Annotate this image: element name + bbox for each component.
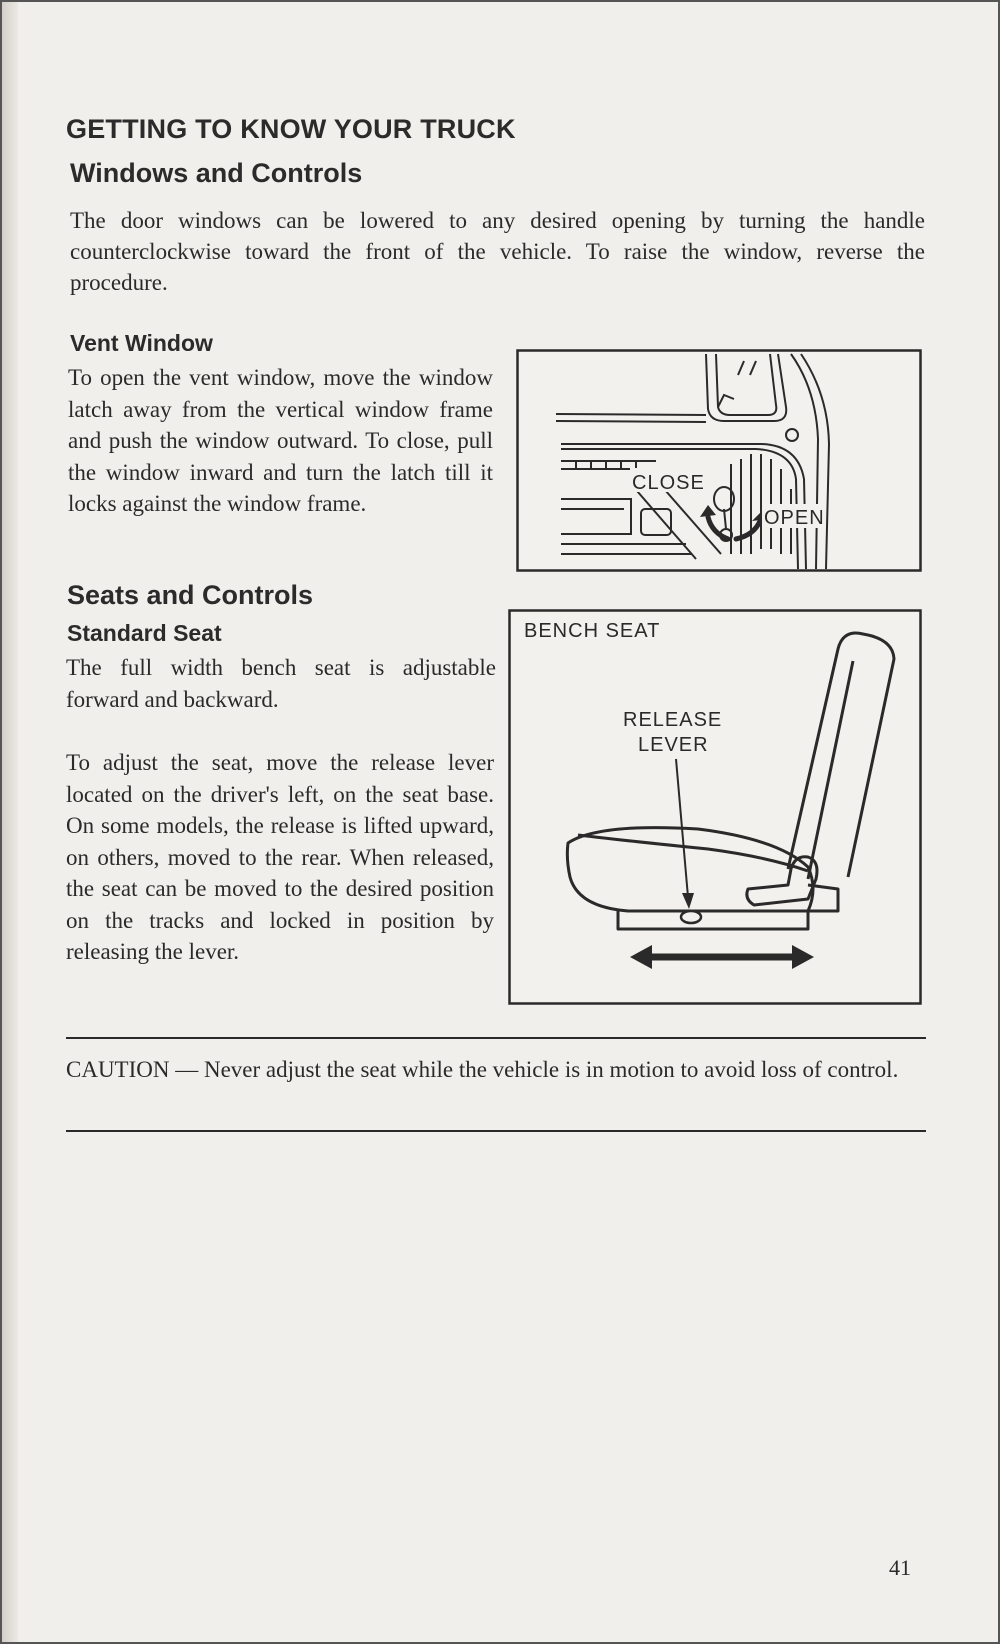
- windows-paragraph: The door windows can be lowered to any desired opening by turning the handle counterclockwise toward the front of the vehicle. To raise the window, reverse the procedure.: [70, 208, 925, 295]
- vent-window-paragraph: To open the vent window, move the window latch away from the vertical window frame and push the window outward. To close, pull the window inward and turn the latch till it locks against the window frame.: [68, 365, 493, 516]
- standard-seat-paragraph-1: The full width bench seat is adjustable forward and backward.: [66, 655, 496, 712]
- subheading-standard-seat: Standard Seat: [67, 620, 222, 646]
- caution-top-rule: [66, 1037, 926, 1039]
- release-lever-label-line-2: LEVER: [638, 734, 709, 756]
- caution-bottom-rule: [66, 1130, 926, 1132]
- caution-note: CAUTION — Never adjust the seat while the vehicle is in motion to avoid loss of control.: [66, 1057, 899, 1082]
- bench-seat-figure-title: BENCH SEAT: [524, 620, 661, 642]
- release-lever-label-line-1: RELEASE: [623, 709, 723, 731]
- vent-window-figure: [516, 349, 922, 572]
- bench-seat-figure: [508, 609, 922, 1005]
- vent-figure-open-label: OPEN: [764, 507, 825, 529]
- section-heading-seats: Seats and Controls: [67, 580, 314, 610]
- subheading-vent-window: Vent Window: [70, 330, 213, 356]
- vent-figure-close-label: CLOSE: [632, 472, 705, 494]
- section-heading-windows: Windows and Controls: [70, 158, 363, 188]
- chapter-title: GETTING TO KNOW YOUR TRUCK: [66, 114, 516, 144]
- page-number: 41: [889, 1555, 911, 1580]
- standard-seat-paragraph-2: To adjust the seat, move the release lever located on the driver's left, on the seat base. On some models, the release is lifted upward, on others, moved to the rear. When released, the seat can be moved to the desired position on the tracks and locked in position by releasing the lever.: [66, 750, 494, 964]
- page-binding-edge: [0, 0, 18, 1644]
